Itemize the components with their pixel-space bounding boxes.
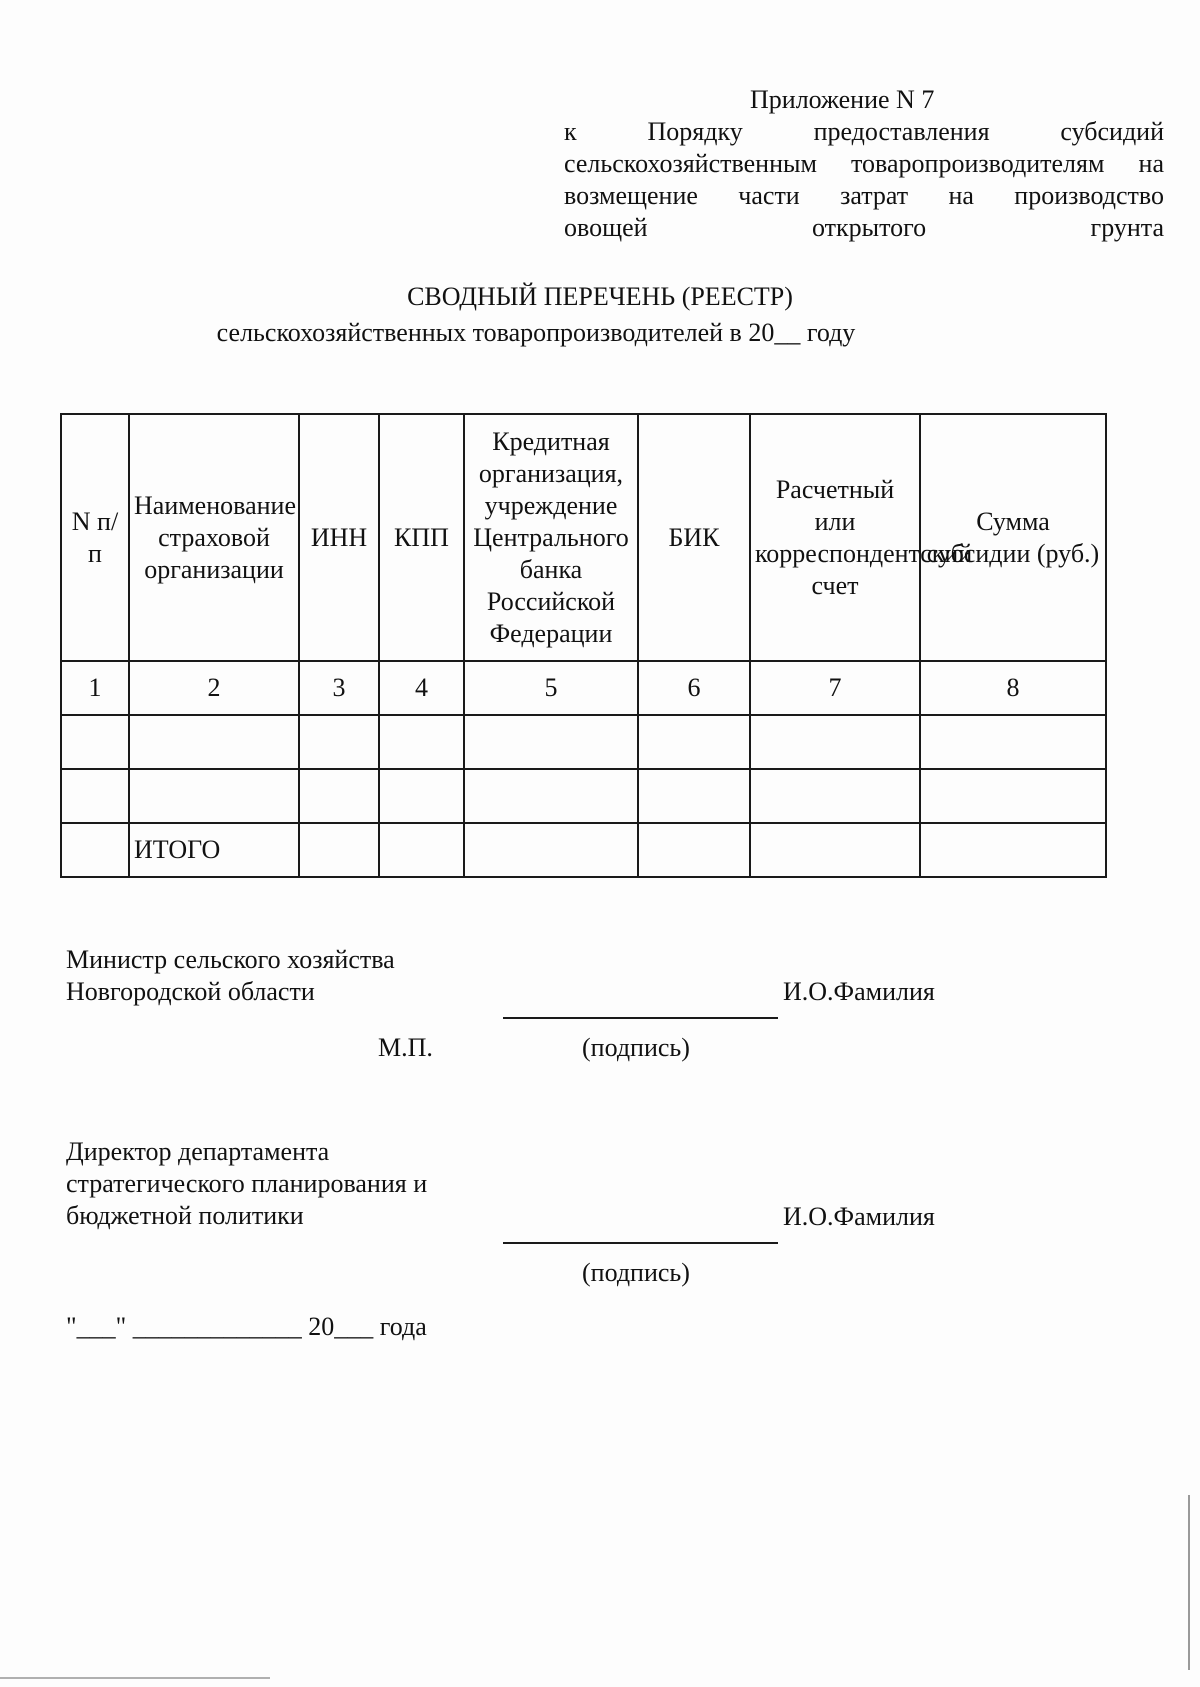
registry-table bbox=[60, 413, 1107, 878]
column-header: ИНН bbox=[299, 414, 379, 661]
table-cell bbox=[299, 715, 379, 769]
table-cell bbox=[61, 823, 129, 877]
document-title: СВОДНЫЙ ПЕРЕЧЕНЬ (РЕЕСТР) bbox=[407, 282, 793, 311]
minister-signature-line bbox=[503, 1017, 778, 1019]
document-subtitle: сельскохозяйственных товаропроизводителей в 20__ году bbox=[216, 318, 856, 347]
column-number: 8 bbox=[920, 661, 1106, 715]
date-line: "___" _____________ 20___ года bbox=[66, 1312, 427, 1341]
minister-title bbox=[66, 944, 395, 1008]
table-cell bbox=[638, 823, 750, 877]
appendix-header bbox=[564, 84, 1164, 244]
column-number-row bbox=[61, 661, 1106, 715]
minister-name: И.О.Фамилия bbox=[783, 977, 935, 1006]
column-number: 2 bbox=[129, 661, 299, 715]
table-cell bbox=[920, 769, 1106, 823]
appendix-line: сельскохозяйственным товаропроизводителям на bbox=[564, 149, 1164, 178]
total-label: ИТОГО bbox=[129, 823, 299, 877]
column-number: 5 bbox=[464, 661, 638, 715]
table-cell bbox=[379, 769, 464, 823]
column-header: Наименование страховой организации bbox=[129, 414, 299, 661]
appendix-line: овощей открытого грунта bbox=[564, 213, 1164, 242]
column-header: Расчетный или корреспондентский счет bbox=[750, 414, 920, 661]
column-number: 7 bbox=[750, 661, 920, 715]
table-row bbox=[61, 769, 1106, 823]
column-number: 6 bbox=[638, 661, 750, 715]
table-cell bbox=[129, 715, 299, 769]
table-cell bbox=[920, 823, 1106, 877]
director-title bbox=[66, 1136, 427, 1232]
total-row bbox=[61, 823, 1106, 877]
column-header: N п/п bbox=[61, 414, 129, 661]
table-cell bbox=[464, 769, 638, 823]
signature-caption: (подпись) bbox=[582, 1258, 690, 1287]
column-header: КПП bbox=[379, 414, 464, 661]
appendix-line: к Порядку предоставления субсидий bbox=[564, 117, 1164, 146]
appendix-title: Приложение N 7 bbox=[750, 85, 935, 114]
table-header-row bbox=[61, 414, 1106, 661]
table-cell bbox=[464, 715, 638, 769]
stamp-place: М.П. bbox=[378, 1033, 433, 1062]
table-cell bbox=[750, 715, 920, 769]
table-cell bbox=[129, 769, 299, 823]
scan-edge-artifact bbox=[1188, 1495, 1190, 1670]
director-name: И.О.Фамилия bbox=[783, 1202, 935, 1231]
column-header: БИК bbox=[638, 414, 750, 661]
scan-edge-artifact bbox=[0, 1677, 270, 1679]
minister-title-line: Новгородской области bbox=[66, 977, 315, 1006]
minister-title-line: Министр сельского хозяйства bbox=[66, 945, 395, 974]
director-title-line: бюджетной политики bbox=[66, 1201, 304, 1230]
table-cell bbox=[750, 823, 920, 877]
table-cell bbox=[638, 715, 750, 769]
table-cell bbox=[299, 823, 379, 877]
director-title-line: стратегического планирования и bbox=[66, 1169, 428, 1198]
table-cell bbox=[61, 769, 129, 823]
table-cell bbox=[750, 769, 920, 823]
table-cell bbox=[299, 769, 379, 823]
column-header: Сумма субсидии (руб.) bbox=[920, 414, 1106, 661]
column-header: Кредитная организация, учреждение Центрального банка Российской Федерации bbox=[464, 414, 638, 661]
column-number: 3 bbox=[299, 661, 379, 715]
table-cell bbox=[379, 715, 464, 769]
director-title-line: Директор департамента bbox=[66, 1137, 330, 1166]
table-cell bbox=[920, 715, 1106, 769]
director-signature-line bbox=[503, 1242, 778, 1244]
appendix-line: возмещение части затрат на производство bbox=[564, 181, 1164, 210]
table-row bbox=[61, 715, 1106, 769]
table-cell bbox=[638, 769, 750, 823]
table-cell bbox=[379, 823, 464, 877]
table-cell bbox=[464, 823, 638, 877]
column-number: 4 bbox=[379, 661, 464, 715]
table-cell bbox=[61, 715, 129, 769]
column-number: 1 bbox=[61, 661, 129, 715]
signature-caption: (подпись) bbox=[582, 1033, 690, 1062]
